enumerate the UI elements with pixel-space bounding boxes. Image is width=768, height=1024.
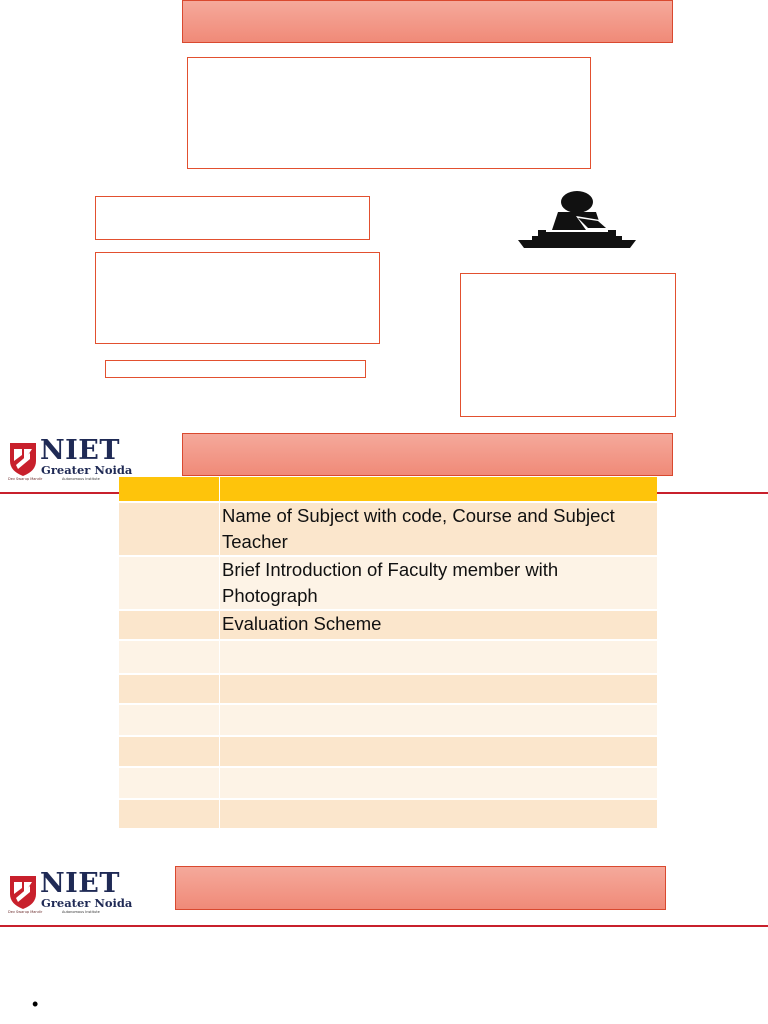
table-row: [119, 704, 657, 736]
agenda-table: [119, 477, 657, 830]
right-photo-box: [460, 273, 676, 417]
table-row: [119, 736, 657, 767]
table-cell-num: [119, 502, 220, 556]
table-cell-text: Name of Subject with code, Course and Subject Teacher: [220, 502, 658, 556]
niet-logo: [8, 868, 133, 916]
table-header-cell: [220, 477, 658, 502]
top-content-box: [187, 57, 591, 169]
table-cell-num: [119, 674, 220, 704]
bottom-rule-line: [0, 925, 768, 927]
niet-emblem-icon: [8, 874, 38, 910]
table-cell-text: [220, 674, 658, 704]
logo-tagline-left: Dev Swarup Mandir: [8, 910, 43, 914]
table-cell-text: Evaluation Scheme: [220, 610, 658, 640]
left-medium-box: [95, 252, 380, 344]
middle-title-bar: [182, 433, 673, 476]
left-thin-box: [105, 360, 366, 378]
left-small-box: [95, 196, 370, 240]
niet-emblem-icon: [8, 441, 38, 477]
logo-tagline-right: Autonomous Institute: [62, 477, 100, 481]
table-header-cell: [119, 477, 220, 502]
table-row: [119, 767, 657, 799]
niet-logo: [8, 435, 133, 483]
table-cell-text: [220, 799, 658, 829]
logo-tagline-right: Autonomous Institute: [62, 910, 100, 914]
table-cell-text: [220, 767, 658, 799]
table-row: [119, 502, 657, 556]
bullet-point: •: [32, 994, 39, 1014]
table-cell-num: [119, 799, 220, 829]
table-cell-num: [119, 610, 220, 640]
table-row: [119, 674, 657, 704]
logo-name: NIET: [40, 435, 120, 466]
logo-name: NIET: [40, 868, 120, 899]
table-row: [119, 640, 657, 674]
logo-city: Greater Noida: [41, 463, 133, 477]
table-cell-text: [220, 640, 658, 674]
top-title-bar: [182, 0, 673, 43]
podium-speaker-icon: [516, 190, 638, 252]
table-cell-num: [119, 640, 220, 674]
logo-tagline-left: Dev Swarup Mandir: [8, 477, 43, 481]
table-cell-text: Brief Introduction of Faculty member with Photograph: [220, 556, 658, 610]
table-cell-text: [220, 704, 658, 736]
table-row: [119, 610, 657, 640]
table-cell-num: [119, 736, 220, 767]
bottom-title-bar: [175, 866, 666, 910]
table-row: [119, 556, 657, 610]
table-cell-num: [119, 556, 220, 610]
table-cell-text: [220, 736, 658, 767]
table-header-row: [119, 477, 657, 502]
table-cell-num: [119, 704, 220, 736]
table-cell-num: [119, 767, 220, 799]
logo-city: Greater Noida: [41, 896, 133, 910]
table-row: [119, 799, 657, 829]
